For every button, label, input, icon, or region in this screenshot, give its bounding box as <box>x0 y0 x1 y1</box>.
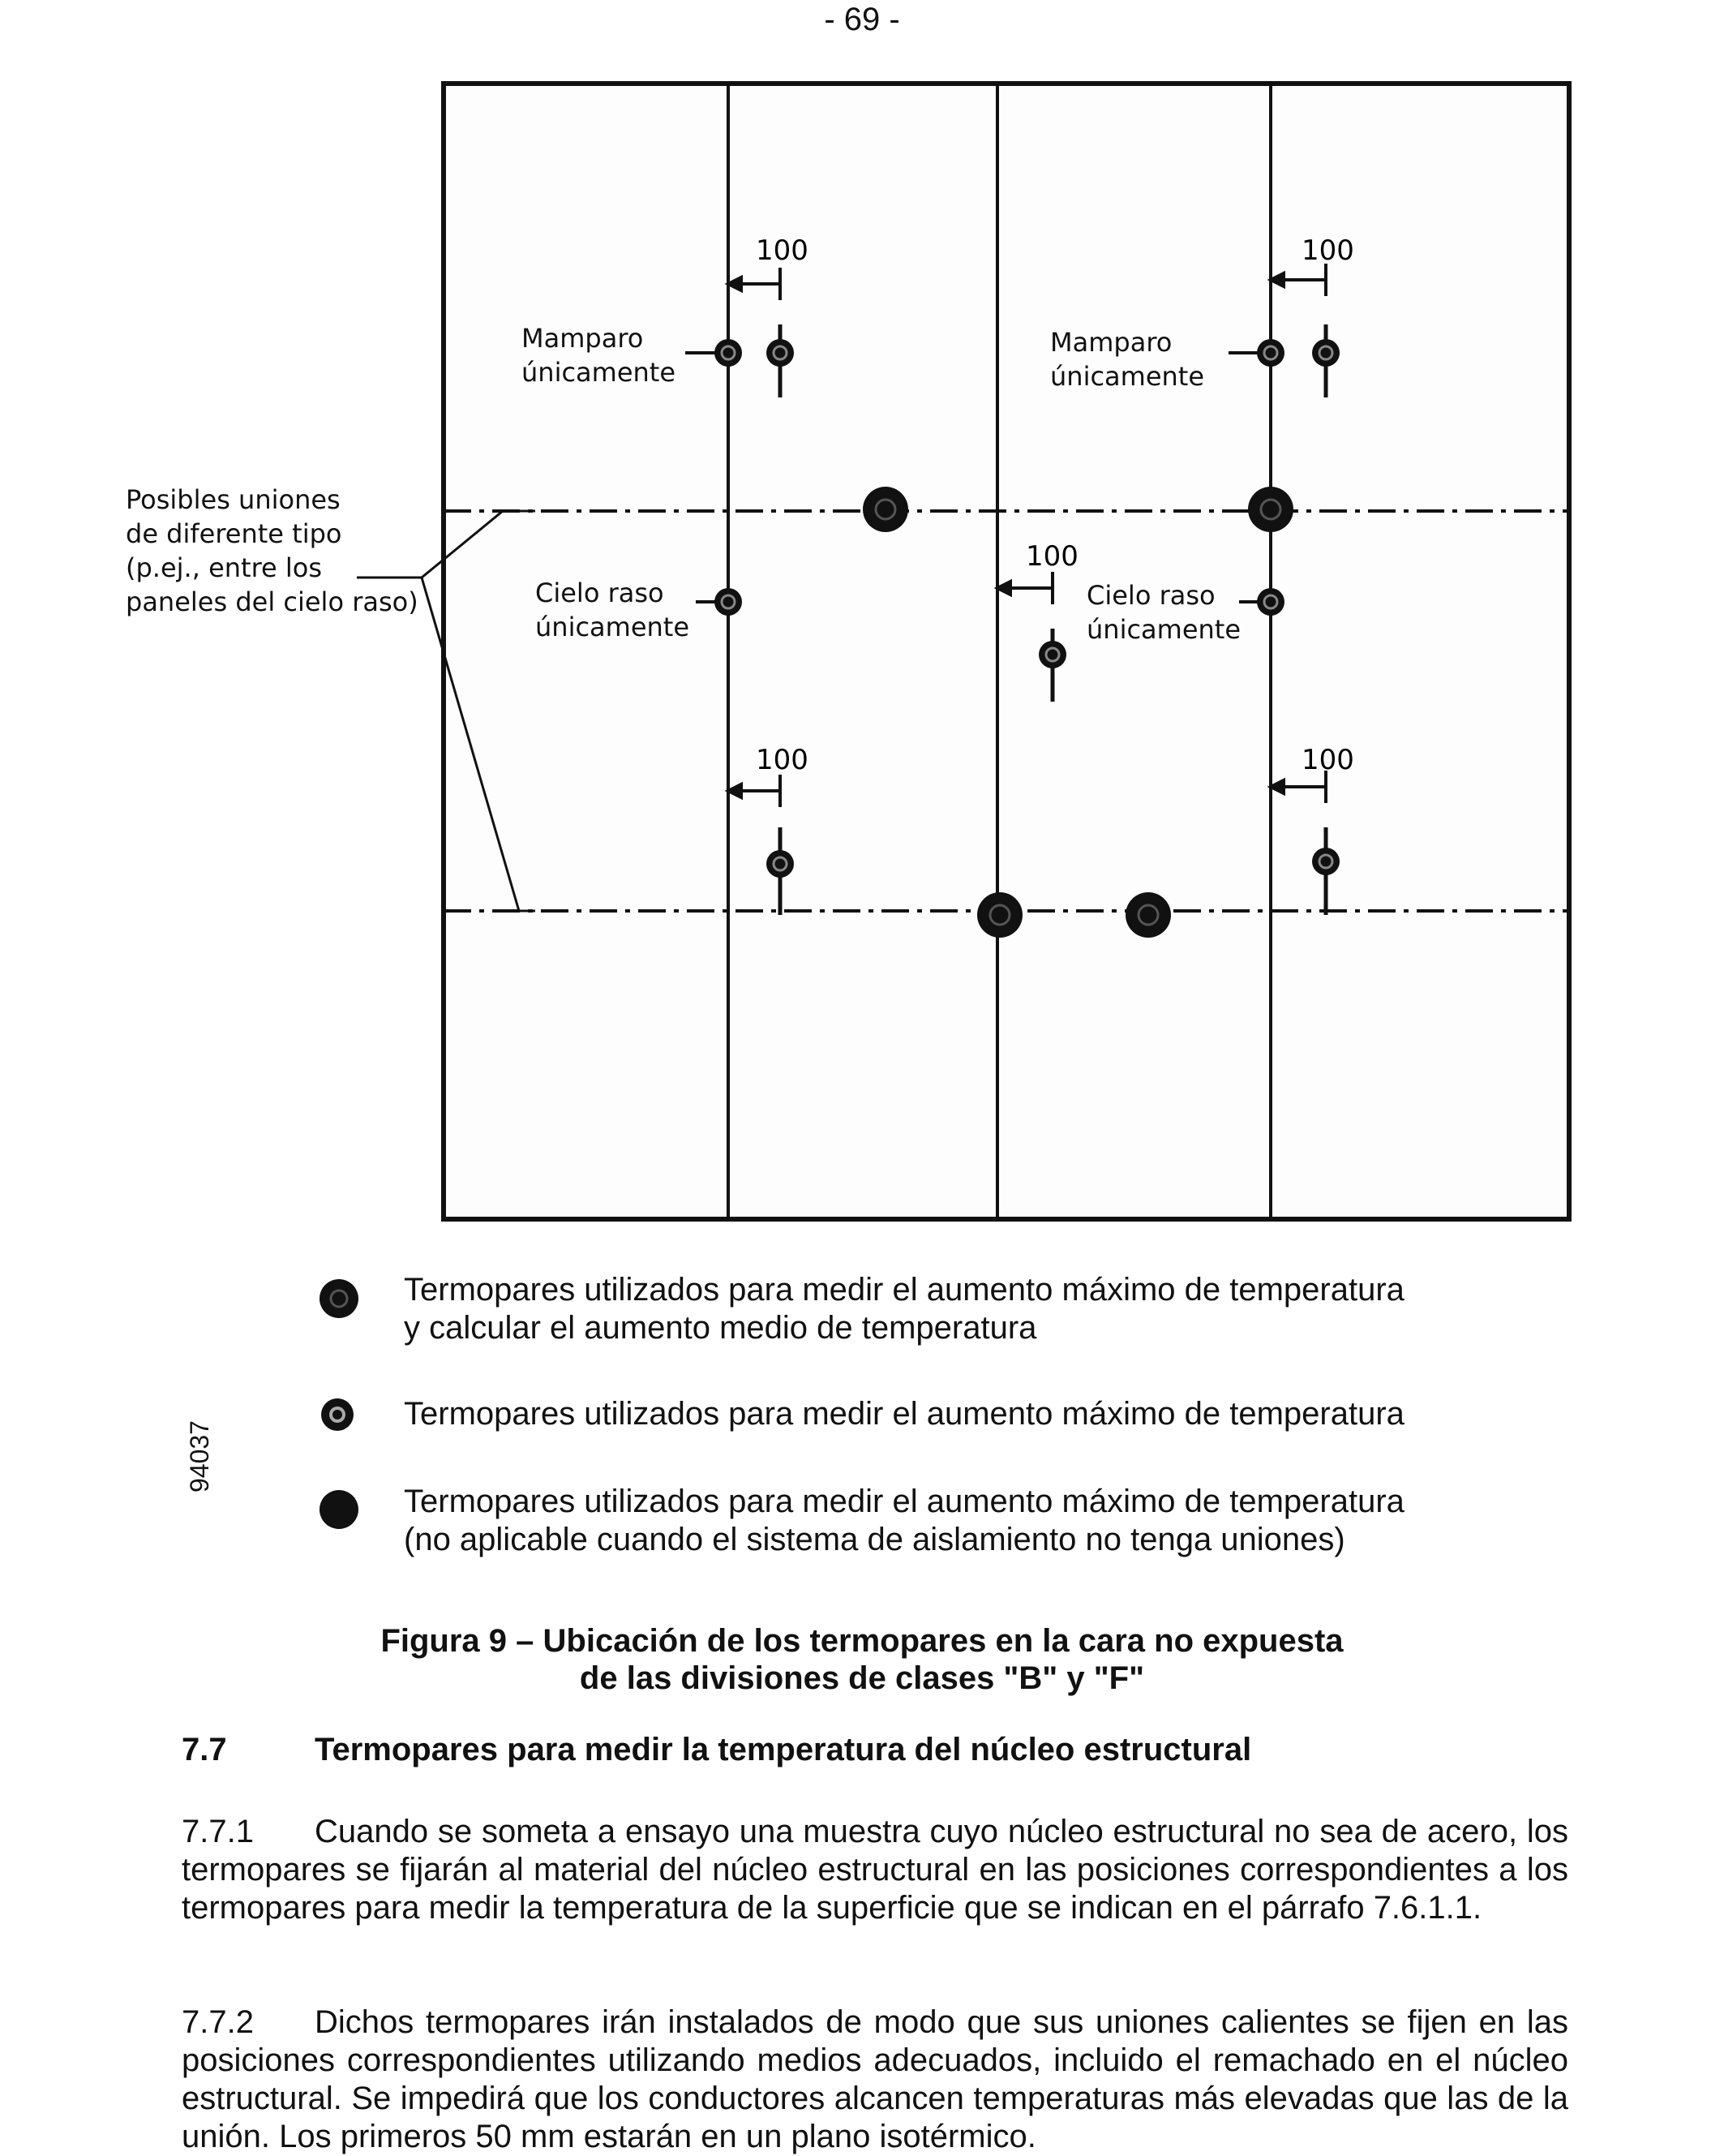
dimension-label: 100 <box>1302 234 1354 267</box>
paragraph-number: 7.7.2 <box>182 2004 254 2040</box>
label-mamparo-left: Mamparo únicamente <box>521 323 676 388</box>
legend-text: y calcular el aumento medio de temperatura <box>404 1310 1037 1346</box>
panel-frame <box>444 84 1569 1219</box>
section-heading <box>182 1732 1251 1768</box>
paragraph-text: Cuando se someta a ensayo una muestra cuyo núcleo estructural no sea de acero, los termopares se fijarán al material del núcleo estructural en las posiciones correspondientes a los termopares para medir la temperatura de la superficie que se indican en el párrafo 7.6.1.1. <box>182 1814 1568 1926</box>
page-number: - 69 - <box>824 2 900 37</box>
thermocouple-max-and-mean-icon <box>318 1278 360 1320</box>
paragraph <box>182 2004 1568 2156</box>
thermocouple-max-and-mean-marker <box>1126 892 1171 938</box>
thermocouple-max-and-mean-marker <box>863 487 908 532</box>
paragraph-text: Dichos termopares irán instalados de modo que sus uniones calientes se fijen en las posiciones correspondientes utilizando medios adecuados, incluido el remachado en el núcleo estructural. Se impedirá que los conductores alcancen temperaturas más elevadas que las de la unión. Los primeros 50 mm estarán en un plano isotérmico. <box>182 2004 1568 2154</box>
legend-text: Termopares utilizados para medir el aumento máximo de temperatura <box>404 1272 1405 1308</box>
section-number: 7.7 <box>182 1732 227 1767</box>
thermocouple-joint-marker <box>714 588 742 616</box>
thermocouple-max-icon <box>318 1395 357 1434</box>
caption-line: Figura 9 – Ubicación de los termopares en la cara no expuesta <box>380 1623 1344 1659</box>
caption-line: de las divisiones de clases "B" y "F" <box>579 1660 1145 1696</box>
thermocouple-max-marker <box>1312 339 1340 367</box>
dimension-label: 100 <box>1302 744 1354 776</box>
thermocouple-max-marker <box>1039 641 1066 668</box>
dimension-label: 100 <box>756 744 808 776</box>
dimension-label: 100 <box>756 234 808 267</box>
label-cielo-right: Cielo raso únicamente <box>1087 580 1242 645</box>
legend-item <box>404 1483 1405 1559</box>
thermocouple-joint-marker <box>714 339 742 367</box>
thermocouple-max-and-mean-marker <box>977 892 1023 938</box>
paragraph-number: 7.7.1 <box>182 1814 254 1849</box>
thermocouple-max-marker <box>1312 848 1340 875</box>
dimension-label: 100 <box>1026 540 1079 573</box>
thermocouple-joint-marker <box>1257 588 1284 616</box>
paragraph <box>182 1813 1568 1927</box>
figure-caption <box>0 1622 1724 1697</box>
legend-item <box>404 1395 1405 1433</box>
section-title: Termopares para medir la temperatura del núcleo estructural <box>315 1732 1252 1767</box>
legend-text: Termopares utilizados para medir el aumento máximo de temperatura <box>404 1484 1405 1519</box>
side-code: 94037 <box>185 1420 214 1492</box>
legend-text: (no aplicable cuando el sistema de aislamiento no tenga uniones) <box>404 1522 1345 1557</box>
thermocouple-max-marker <box>766 339 794 367</box>
thermocouple-max-and-mean-marker <box>1248 487 1293 532</box>
thermocouple-joint-marker <box>1257 339 1284 367</box>
thermocouple-joint-icon <box>318 1488 360 1531</box>
legend-item <box>404 1271 1405 1347</box>
legend-text: Termopares utilizados para medir el aumento máximo de temperatura <box>404 1396 1405 1432</box>
label-posibles-uniones: Posibles uniones de diferente tipo (p.ej., entre los paneles del cielo raso) <box>126 484 418 617</box>
label-mamparo-right: Mamparo únicamente <box>1050 327 1205 392</box>
label-cielo-left: Cielo raso únicamente <box>535 578 690 642</box>
thermocouple-max-marker <box>766 850 794 878</box>
